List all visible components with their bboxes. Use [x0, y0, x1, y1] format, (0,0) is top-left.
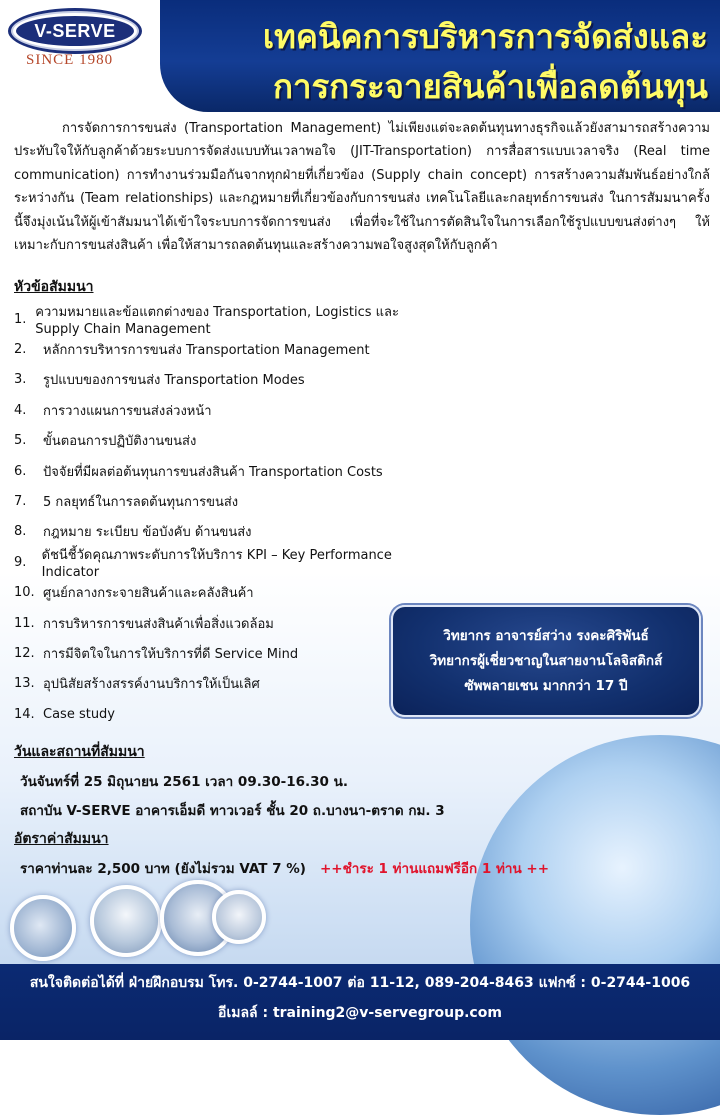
topic-item — [14, 304, 434, 338]
topic-number: 11. — [14, 615, 35, 631]
fee-heading: อัตราค่าสัมมนา — [14, 831, 109, 847]
ship-photo — [90, 885, 162, 957]
contact-footer — [0, 964, 720, 1040]
topic-item — [14, 638, 434, 668]
topic-text: รูปแบบของการขนส่ง Transportation Modes — [43, 373, 305, 389]
intro-paragraph — [14, 117, 710, 257]
topic-number: 4. — [14, 402, 27, 418]
topic-text: ความหมายและข้อแตกต่างของ Transportation, Logistics และ Supply Chain Management — [35, 305, 400, 338]
footer-contact: สนใจติดต่อได้ที่ ฝ่ายฝึกอบรม โทร. 0-2744-1007 ต่อ 11-12, 089-204-8463 แฟกซ์ : 0-2744-1006 — [29, 975, 691, 991]
venue-heading: วันและสถานที่สัมมนา — [14, 744, 145, 760]
topic-item — [14, 334, 434, 364]
topic-item — [14, 486, 434, 516]
logo — [0, 0, 160, 85]
speaker-line-1: วิทยากร อาจารย์สว่าง รงคะศิริพันธ์ — [443, 627, 649, 644]
topic-text: หลักการบริหารการขนส่ง Transportation Management — [43, 343, 370, 359]
topics-heading: หัวข้อสัมมนา — [14, 279, 94, 295]
topic-text: ดัชนีชี้วัดคุณภาพระดับการให้บริการ KPI – Key Performance Indicator — [41, 548, 392, 581]
topic-text: กฎหมาย ระเบียบ ข้อบังคับ ด้านขนส่ง — [43, 525, 252, 541]
topic-number: 12. — [14, 645, 35, 661]
topic-item — [14, 517, 434, 547]
topic-item — [14, 547, 434, 581]
title-line-1: เทคนิคการบริหารการจัดส่งและ — [262, 17, 708, 56]
venue-place: สถาบัน V-SERVE อาคารเอ็มดี ทาวเวอร์ ชั้น 20 ถ.บางนา-ตราด กม. 3 — [20, 803, 445, 819]
topic-number: 10. — [14, 585, 35, 601]
title-banner — [160, 0, 720, 112]
topic-list — [14, 304, 434, 729]
topic-text: การมีจิตใจในการให้บริการที่ดี Service Mind — [43, 646, 299, 662]
topic-number: 5. — [14, 433, 27, 449]
topic-number: 6. — [14, 463, 27, 479]
topic-item — [14, 699, 434, 729]
topic-number: 1. — [14, 311, 27, 327]
truck-photo — [10, 895, 76, 961]
fee-line — [20, 857, 549, 879]
topic-number: 2. — [14, 342, 27, 358]
topic-item — [14, 395, 434, 425]
speaker-line-3: ซัพพลายเชน มากกว่า 17 ปี — [464, 677, 628, 694]
fee-promo: ++ชำระ 1 ท่านแถมฟรีอีก 1 ท่าน ++ — [319, 861, 550, 877]
footer-email: อีเมลล์ : training2@v-servegroup.com — [218, 1005, 502, 1021]
topic-number: 9. — [14, 554, 27, 570]
topic-item — [14, 578, 434, 608]
topic-text: ศูนย์กลางกระจายสินค้าและคลังสินค้า — [43, 586, 254, 602]
topic-text: อุปนิสัยสร้างสรรค์งานบริการให้เป็นเลิศ — [43, 677, 260, 693]
logo-text: V-SERVE — [34, 20, 116, 41]
topic-number: 3. — [14, 372, 27, 388]
topic-item — [14, 608, 434, 638]
venue-date: วันจันทร์ที่ 25 มิถุนายน 2561 เวลา 09.30-16.30 น. — [20, 774, 348, 790]
fee-price: ราคาท่านละ 2,500 บาท (ยังไม่รวม VAT 7 %) — [20, 861, 306, 877]
speaker-box — [391, 605, 701, 717]
topic-text: ปัจจัยที่มีผลต่อต้นทุนการขนส่งสินค้า Transportation Costs — [43, 464, 383, 480]
topic-text: การวางแผนการขนส่งล่วงหน้า — [43, 403, 212, 419]
title-line-2: การกระจายสินค้าเพื่อลดต้นทุน — [273, 67, 708, 106]
topic-number: 13. — [14, 676, 35, 692]
globe-image — [470, 735, 720, 1115]
topic-item — [14, 426, 434, 456]
topic-text: 5 กลยุทธ์ในการลดต้นทุนการขนส่ง — [43, 495, 239, 511]
cargo-photo — [212, 890, 266, 944]
topic-text: ขั้นตอนการปฏิบัติงานขนส่ง — [43, 434, 197, 450]
topic-text: การบริหารการขนส่งสินค้าเพื่อสิ่งแวดล้อม — [43, 616, 274, 632]
logo-since: SINCE 1980 — [26, 52, 114, 68]
topic-number: 7. — [14, 494, 27, 510]
intro-text: การจัดการการขนส่ง (Transportation Management) ไม่เพียงแต่จะลดต้นทุนทางธุรกิจแล้วยังสามารถสร้างความประทับใจให้กับลูกค้าด้วยระบบการจัดส่งแบบทันเวลาพอใจ (JIT-Transportation) การสื่อสารแบบเวลาจริง (Real time communication) การทำงานร่วมมือกันจากทุกฝ่ายที่เกี่ยวข้อง (Supply chain concept) การสร้างความสัมพันธ์อย่างใกล้ระหว่างกัน (Team relationships) และกฎหมายที่เกี่ยวข้องกับการขนส่ง เทคโนโลยีและกลยุทธ์การขนส่ง ในการสัมมนาครั้งนี้จึงมุ่งเน้นให้ผู้เข้าสัมมนาได้เข้าใจระบบการจัดการขนส่ง เพื่อที่จะใช้ในการตัดสินใจในการเลือกใช้รูปแบบขนส่งต่างๆ ให้เหมาะกับการขนส่งสินค้า เพื่อให้สามารถลดต้นทุนและสร้างความพอใจสูงสุดให้กับลูกค้า — [14, 121, 710, 254]
topic-text: Case study — [43, 706, 116, 722]
topic-number: 14. — [14, 706, 35, 722]
topic-number: 8. — [14, 524, 27, 540]
logo-badge — [8, 8, 142, 54]
topic-item — [14, 365, 434, 395]
topic-item — [14, 669, 434, 699]
topic-item — [14, 456, 434, 486]
speaker-line-2: วิทยากรผู้เชี่ยวชาญในสายงานโลจิสติกส์ — [429, 652, 663, 669]
